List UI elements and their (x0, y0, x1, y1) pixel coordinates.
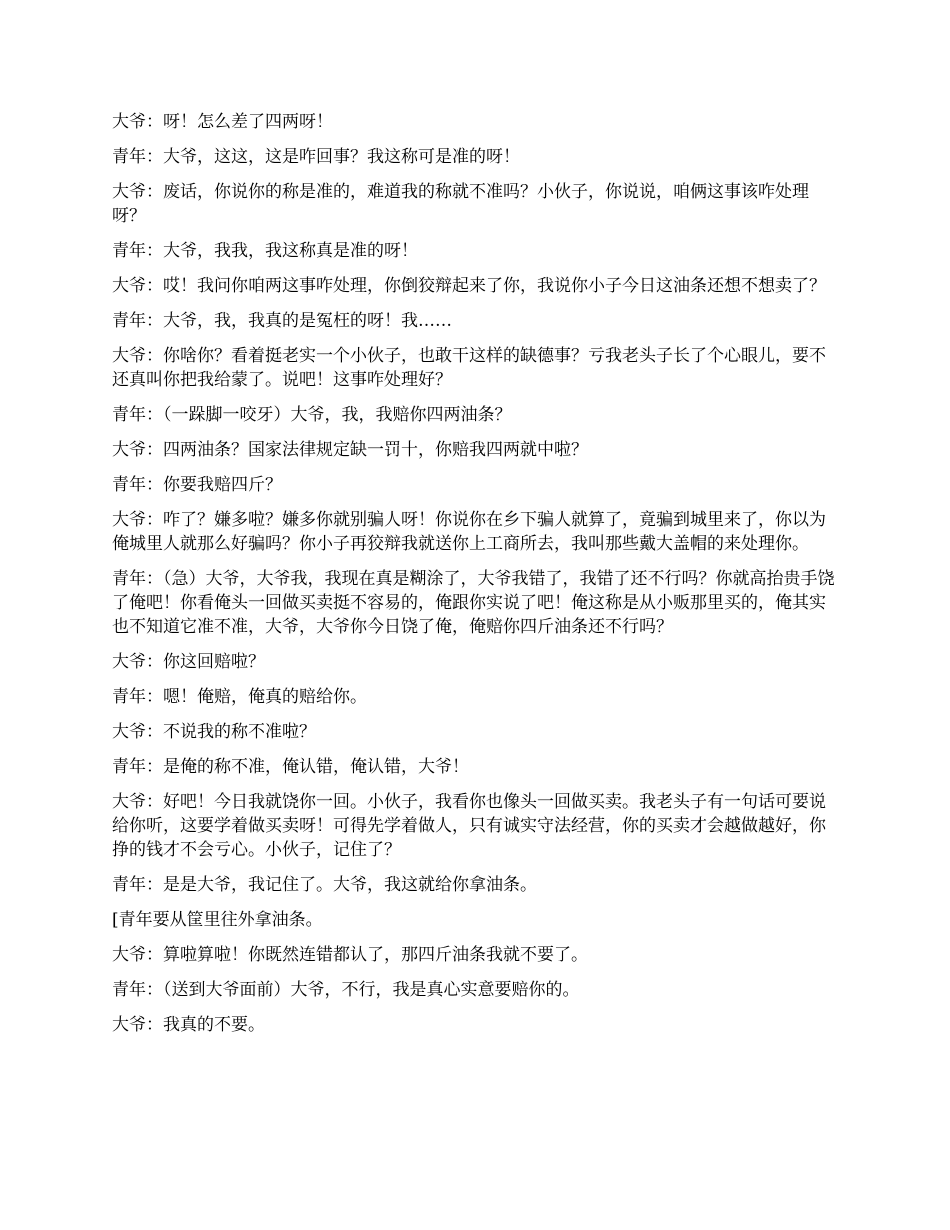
dialogue-line: 大爷：哎！我问你咱两这事咋处理，你倒狡辩起来了你，我说你小子今日这油条还想不想卖了？ (112, 276, 826, 296)
dialogue-line: 青年：嗯！俺赔，俺真的赔给你。 (112, 687, 367, 707)
dialogue-line: 青年：大爷，这这，这是咋回事？我这称可是准的呀！ (112, 147, 520, 167)
dialogue-line: 大爷：算啦算啦！你既然连错都认了，那四斤油条我就不要了。 (112, 945, 588, 965)
dialogue-line: 青年：大爷，我我，我这称真是准的呀！ (112, 241, 418, 261)
dialogue-line: 大爷：不说我的称不准啦？ (112, 722, 316, 742)
dialogue-line: 青年：是是大爷，我记住了。大爷，我这就给你拿油条。 (112, 875, 537, 895)
dialogue-line: 青年：（一跺脚一咬牙）大爷，我，我赔你四两油条？ (112, 405, 512, 425)
dialogue-line: 大爷：你这回赔啦？ (112, 652, 265, 672)
dialogue-line: 大爷：四两油条？国家法律规定缺一罚十，你赔我四两就中啦？ (112, 440, 588, 460)
dialogue-line: 青年：（急）大爷，大爷我，我现在真是糊涂了，大爷我错了，我错了还不行吗？你就高抬贵手饶了俺吧！你看俺头一回做买卖挺不容易的，俺跟你实说了吧！俺这称是从小贩那里买的，俺其实也不知道它准不准，大爷，大爷你今日饶了俺，俺赔你四斤油条还不行吗？ (112, 569, 835, 637)
dialogue-line: 青年：大爷，我，我真的是冤枉的呀！我…… (112, 311, 452, 331)
dialogue-line: 青年：（送到大爷面前）大爷，不行，我是真心实意要赔你的。 (112, 980, 580, 1000)
dialogue-line: 青年：你要我赔四斤？ (112, 475, 282, 495)
dialogue-line: 大爷：呀！怎么差了四两呀！ (112, 112, 333, 132)
stage-direction: [青年要从筐里往外拿油条。 (112, 910, 323, 930)
dialogue-line: 大爷：废话，你说你的称是准的，难道我的称就不准吗？小伙子，你说说，咱俩这事该咋处理呀？ (112, 182, 809, 226)
dialogue-line: 青年：是俺的称不准，俺认错，俺认错，大爷！ (112, 757, 469, 777)
dialogue-body (112, 110, 840, 1048)
dialogue-line: 大爷：你啥你？看着挺老实一个小伙子，也敢干这样的缺德事？亏我老头子长了个心眼儿，要不还真叫你把我给蒙了。说吧！这事咋处理好？ (112, 346, 826, 390)
dialogue-line: 大爷：咋了？嫌多啦？嫌多你就别骗人呀！你说你在乡下骗人就算了，竟骗到城里来了，你以为俺城里人就那么好骗吗？你小子再狡辩我就送你上工商所去，我叫那些戴大盖帽的来处理你。 (112, 510, 826, 554)
dialogue-line: 大爷：我真的不要。 (112, 1015, 265, 1035)
dialogue-line: 大爷：好吧！今日我就饶你一回。小伙子，我看你也像头一回做买卖。我老头子有一句话可要说给你听，这要学着做买卖呀！可得先学着做人，只有诚实守法经营，你的买卖才会越做越好，你挣的钱才不会亏心。小伙子，记住了？ (112, 792, 826, 860)
